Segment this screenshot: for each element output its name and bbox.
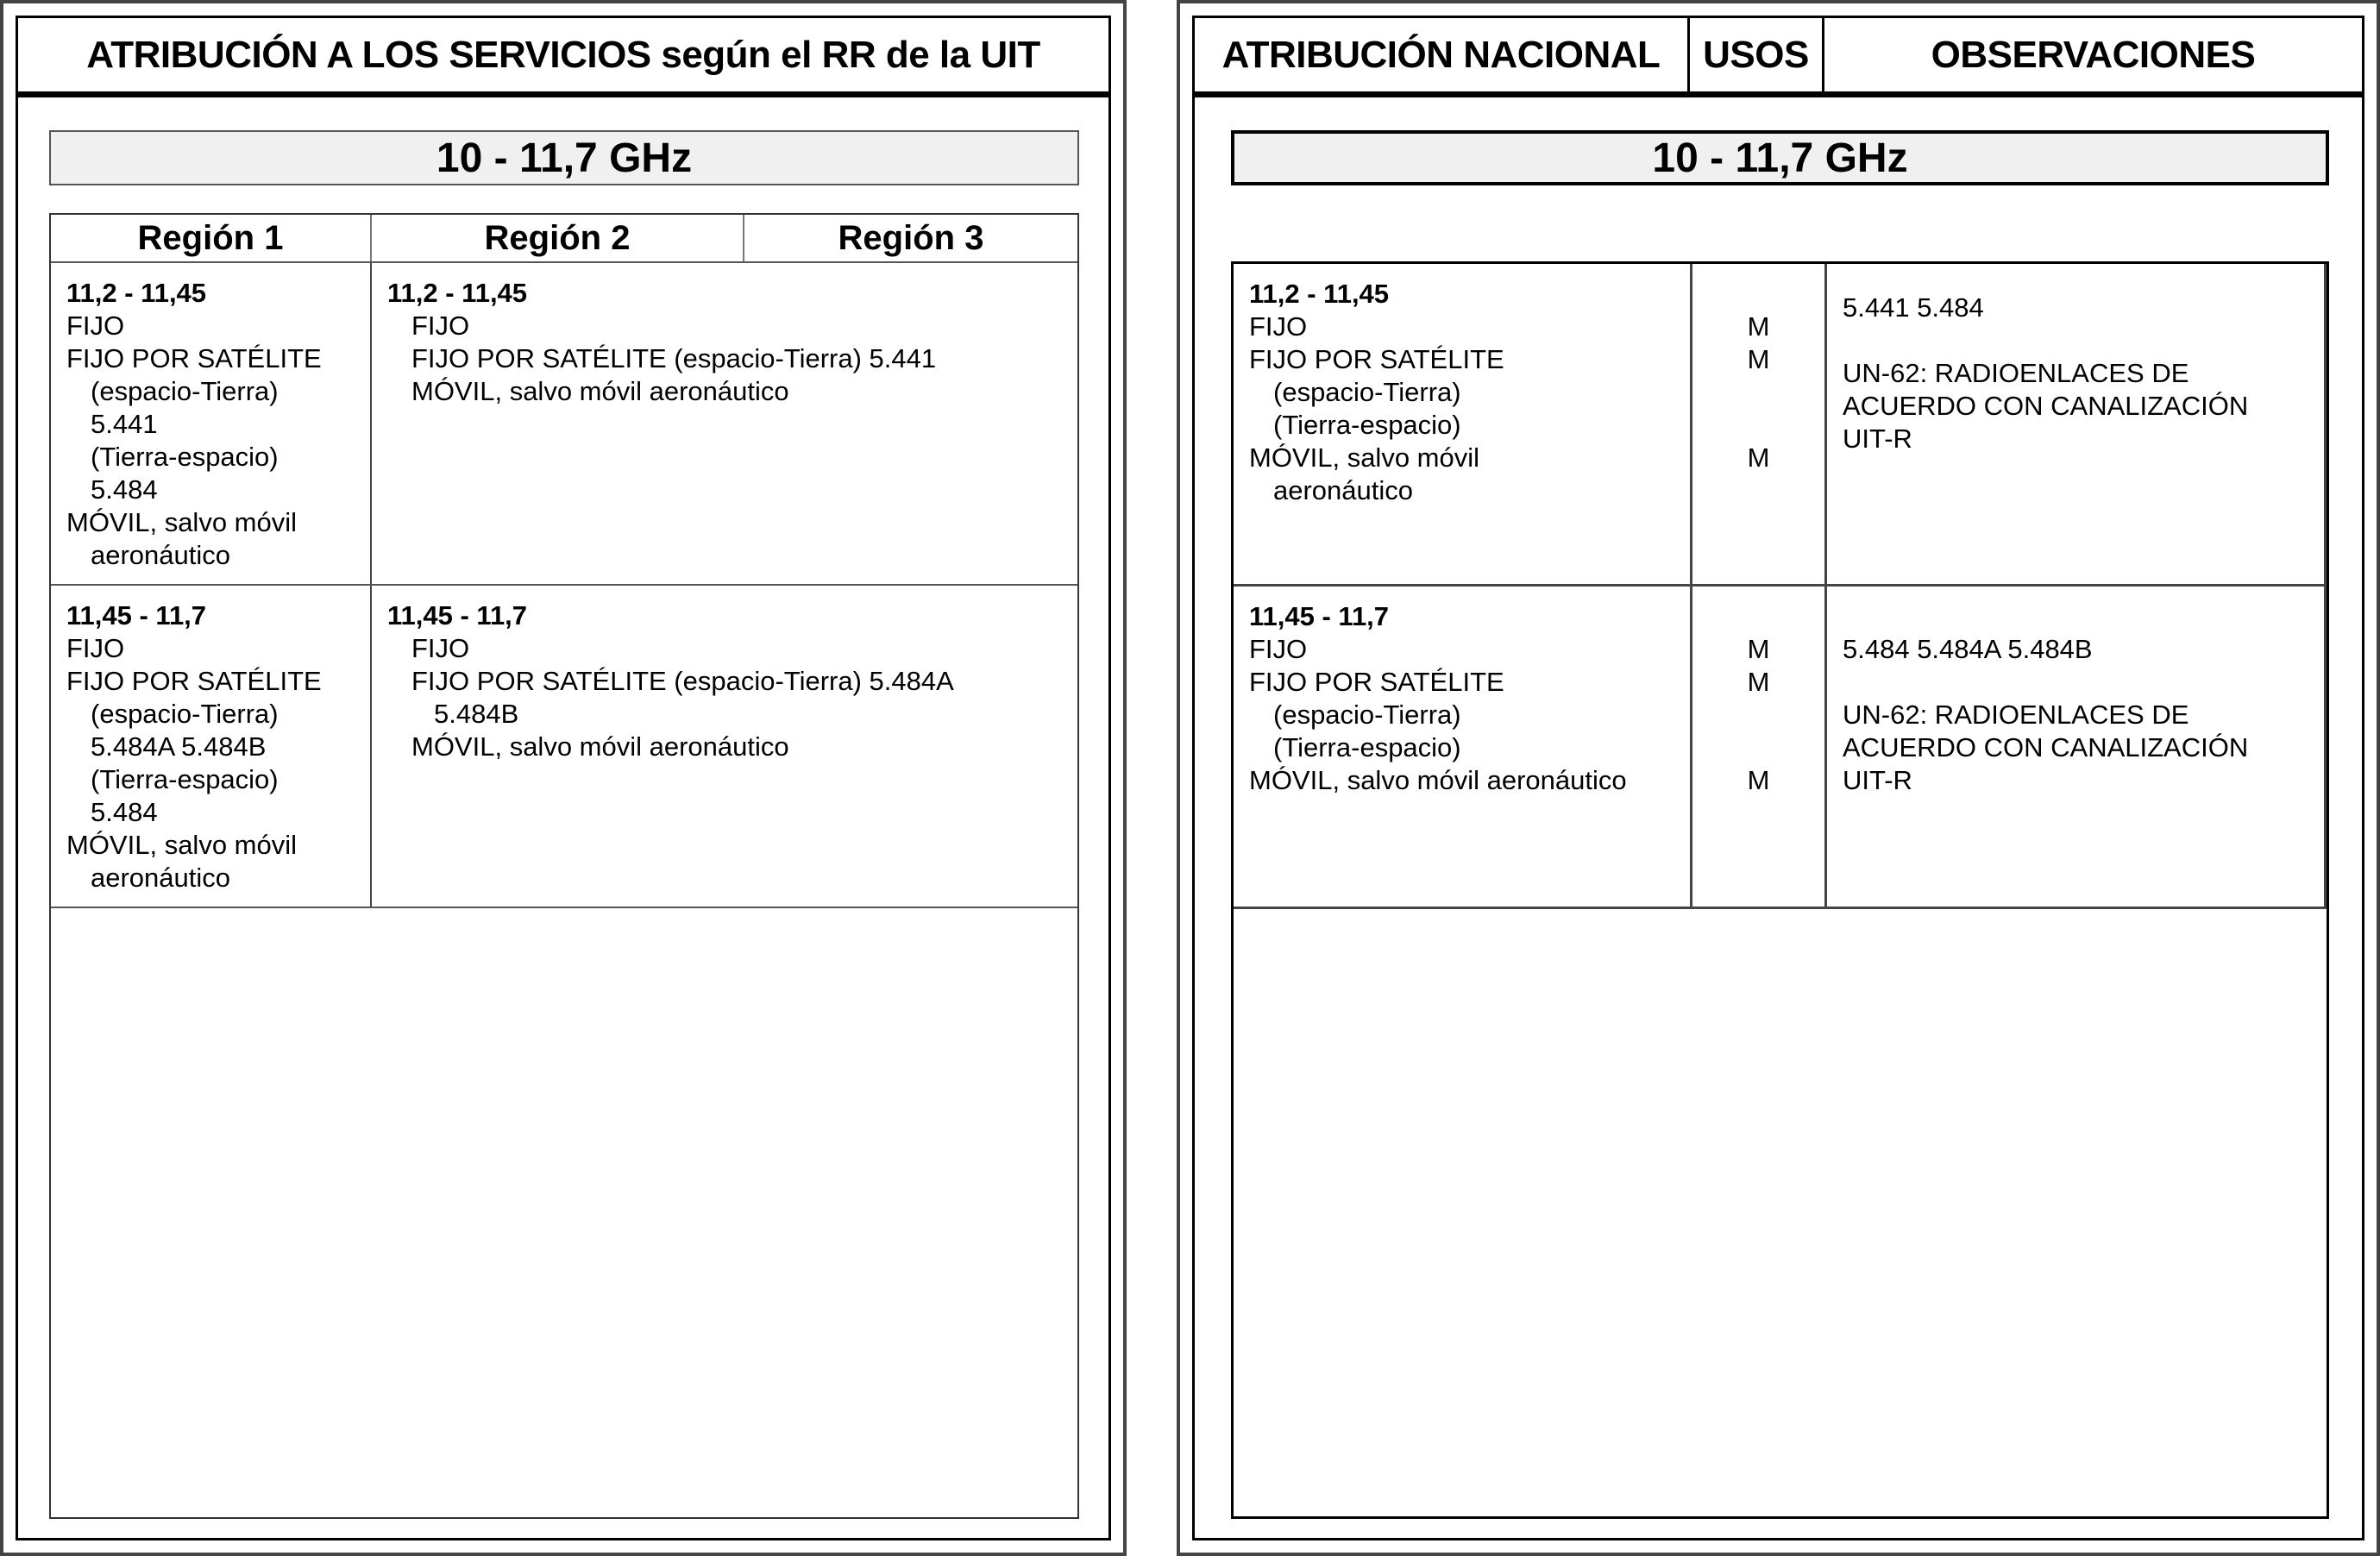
band-range: 11,2 - 11,45	[387, 278, 528, 308]
usos-value: M	[1747, 634, 1770, 664]
footnote-ref: 5.484	[91, 797, 158, 827]
usos-value	[1708, 409, 1809, 442]
usos-column-header: USOS	[1690, 18, 1824, 91]
region-header-row	[51, 215, 1077, 263]
service-line: MÓVIL, salvo móvil aeronáutico	[411, 376, 789, 406]
service-line: (espacio-Tierra)	[91, 699, 279, 729]
service-line: FIJO	[1249, 311, 1308, 342]
national-cell	[1234, 264, 1692, 584]
service-line: MÓVIL, salvo móvil	[66, 830, 298, 860]
itu-allocation-table	[49, 213, 1079, 1519]
region-2-3-cell	[372, 586, 1077, 907]
service-line: aeronáutico	[91, 540, 231, 570]
national-allocation-panel	[1177, 0, 2380, 1556]
service-line: aeronáutico	[1273, 475, 1414, 505]
region-3-header: Región 3	[838, 218, 984, 257]
service-line: FIJO POR SATÉLITE	[66, 343, 322, 373]
table-row	[1234, 587, 2327, 909]
service-line: MÓVIL, salvo móvil	[1249, 442, 1480, 473]
national-cell	[1234, 587, 1692, 907]
observation-text: UIT-R	[1843, 424, 1912, 454]
band-range: 11,2 - 11,45	[66, 278, 207, 308]
footnote-ref: 5.484B	[434, 699, 519, 729]
national-allocation-column-header: ATRIBUCIÓN NACIONAL	[1195, 18, 1690, 91]
band-range: 11,2 - 11,45	[1249, 279, 1390, 309]
service-line: aeronáutico	[91, 863, 231, 893]
service-line: (Tierra-espacio)	[1273, 410, 1461, 440]
observation-text: ACUERDO CON CANALIZACIÓN	[1843, 391, 2249, 421]
service-line: (Tierra-espacio)	[91, 764, 279, 794]
observation-text: UN-62: RADIOENLACES DE	[1843, 700, 2189, 730]
usos-value: M	[1747, 344, 1770, 374]
service-line: FIJO POR SATÉLITE	[1249, 344, 1504, 374]
usos-value	[1708, 376, 1809, 409]
service-line: FIJO POR SATÉLITE	[1249, 667, 1504, 697]
region-1-cell	[51, 263, 372, 584]
usos-value	[1708, 731, 1809, 764]
service-line: FIJO	[66, 633, 125, 663]
table-row	[1234, 264, 2327, 587]
table-row	[51, 586, 1077, 908]
observaciones-column-header: OBSERVACIONES	[1931, 33, 2256, 76]
usos-value: M	[1747, 667, 1770, 697]
itu-allocation-frame	[16, 16, 1111, 1540]
itu-band-title: 10 - 11,7 GHz	[49, 130, 1079, 185]
band-range: 11,45 - 11,7	[1249, 601, 1390, 631]
spacer	[1843, 666, 2308, 699]
service-line: FIJO	[66, 311, 125, 341]
footnote-ref: 5.484 5.484A 5.484B	[1843, 634, 2093, 664]
usos-value	[1708, 600, 1809, 633]
service-line: FIJO	[411, 311, 470, 341]
observation-text: UN-62: RADIOENLACES DE	[1843, 358, 2189, 388]
spacer	[1843, 324, 2308, 357]
national-allocation-header	[1195, 18, 2362, 97]
usos-value: M	[1747, 311, 1770, 342]
footnote-ref: 5.441	[91, 409, 158, 439]
national-band-title: 10 - 11,7 GHz	[1231, 130, 2329, 185]
service-line: (espacio-Tierra)	[1273, 700, 1461, 730]
service-line: MÓVIL, salvo móvil aeronáutico	[1249, 765, 1627, 795]
usos-value: M	[1747, 765, 1770, 795]
region-1-cell	[51, 586, 372, 907]
service-line: FIJO	[1249, 634, 1308, 664]
region-1-header: Región 1	[51, 215, 372, 261]
service-line: (Tierra-espacio)	[1273, 732, 1461, 762]
footnote-ref: 5.484	[91, 474, 158, 505]
service-line: (espacio-Tierra)	[91, 376, 279, 406]
footnote-ref: 5.484A 5.484B	[91, 731, 267, 762]
usos-value	[1708, 699, 1809, 731]
observaciones-cell	[1827, 264, 2327, 584]
national-allocation-table	[1231, 261, 2329, 1519]
usos-value: M	[1747, 442, 1770, 473]
band-range: 11,45 - 11,7	[66, 600, 207, 631]
service-line: FIJO POR SATÉLITE	[66, 666, 322, 696]
usos-value	[1708, 278, 1809, 311]
service-line: FIJO	[411, 633, 470, 663]
service-line: FIJO POR SATÉLITE (espacio-Tierra) 5.484A	[411, 666, 954, 696]
service-line: (Tierra-espacio)	[91, 442, 279, 472]
band-range: 11,45 - 11,7	[387, 600, 528, 631]
observation-text: ACUERDO CON CANALIZACIÓN	[1843, 732, 2249, 762]
table-row	[51, 263, 1077, 586]
service-line: MÓVIL, salvo móvil aeronáutico	[411, 731, 789, 762]
service-line: FIJO POR SATÉLITE (espacio-Tierra) 5.441	[411, 343, 937, 373]
itu-allocation-header: ATRIBUCIÓN A LOS SERVICIOS según el RR de la UIT	[18, 18, 1108, 97]
observaciones-cell	[1827, 587, 2327, 907]
national-allocation-frame	[1192, 16, 2364, 1540]
observation-text: UIT-R	[1843, 765, 1912, 795]
usos-cell	[1692, 264, 1827, 584]
region-2-header: Región 2	[372, 215, 744, 261]
itu-allocation-panel	[0, 0, 1127, 1556]
usos-cell	[1692, 587, 1827, 907]
service-line: (espacio-Tierra)	[1273, 377, 1461, 407]
region-2-3-cell	[372, 263, 1077, 584]
service-line: MÓVIL, salvo móvil	[66, 507, 298, 537]
footnote-ref: 5.441 5.484	[1843, 292, 1984, 323]
